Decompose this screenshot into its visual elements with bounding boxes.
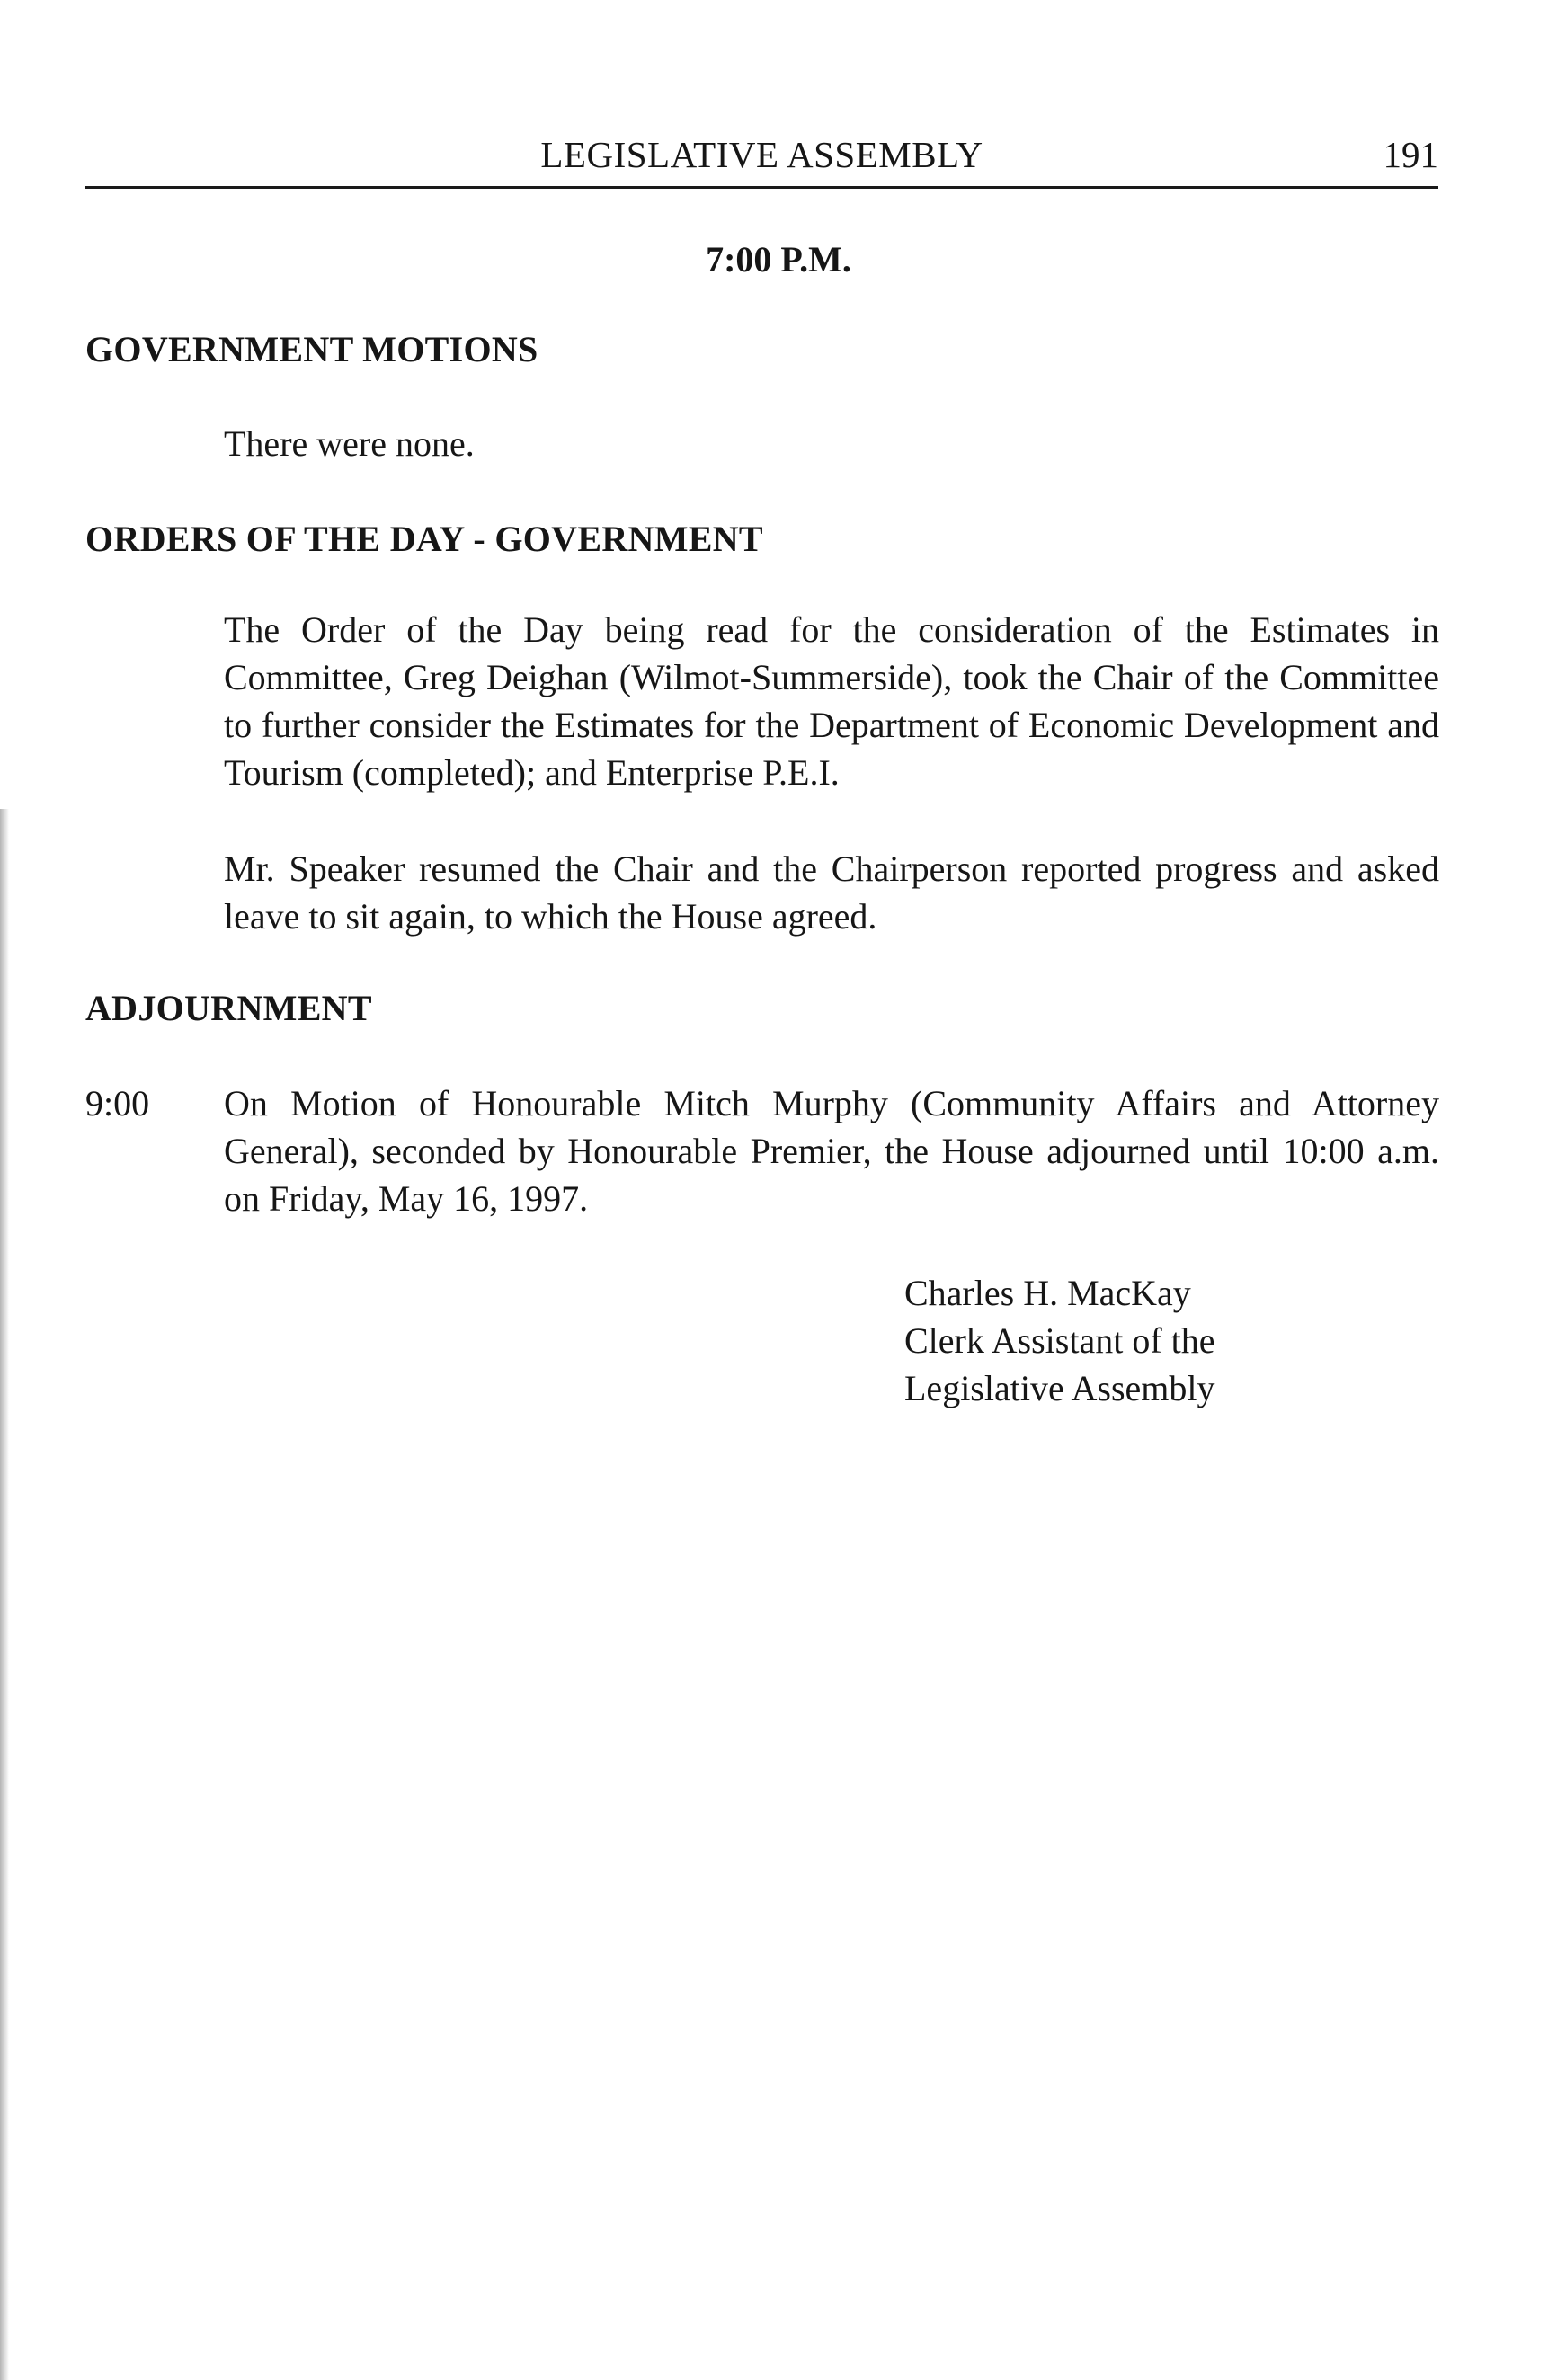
session-time-heading: 7:00 P.M. — [706, 239, 851, 280]
adjournment-text: On Motion of Honourable Mitch Murphy (Community Affairs and Attorney General), seconded by Honourable Premier, the House adjourned until 10:00 a.m. on Friday, May 16, 1997. — [224, 1083, 1439, 1219]
orders-of-the-day-heading: ORDERS OF THE DAY - GOVERNMENT — [85, 519, 763, 559]
orders-paragraph-2: Mr. Speaker resumed the Chair and the Chairperson reported progress and asked leave to sit again, to which the House agreed. — [224, 848, 1439, 937]
orders-paragraph-1: The Order of the Day being read for the consideration of the Estimates in Committee, Greg Deighan (Wilmot-Summerside), took the Chair of the Committee to further consider the Estimates for the Department of Economic Development and Tourism (completed); and Enterprise P.E.I. — [224, 609, 1439, 793]
scan-edge-shadow — [0, 809, 9, 2380]
running-title: LEGISLATIVE ASSEMBLY — [540, 134, 983, 175]
signatory-name: Charles H. MacKay — [904, 1273, 1191, 1313]
running-head — [85, 128, 1438, 182]
header-rule — [85, 186, 1438, 189]
adjournment-heading: ADJOURNMENT — [85, 988, 372, 1028]
government-motions-heading: GOVERNMENT MOTIONS — [85, 329, 538, 369]
signatory-title-line-1: Clerk Assistant of the — [904, 1320, 1215, 1361]
signatory-title-line-2: Legislative Assembly — [904, 1368, 1215, 1408]
signature-block — [904, 1269, 1408, 1412]
adjournment-time: 9:00 — [85, 1083, 150, 1123]
page-number: 191 — [1383, 134, 1438, 175]
government-motions-text: There were none. — [224, 423, 475, 464]
